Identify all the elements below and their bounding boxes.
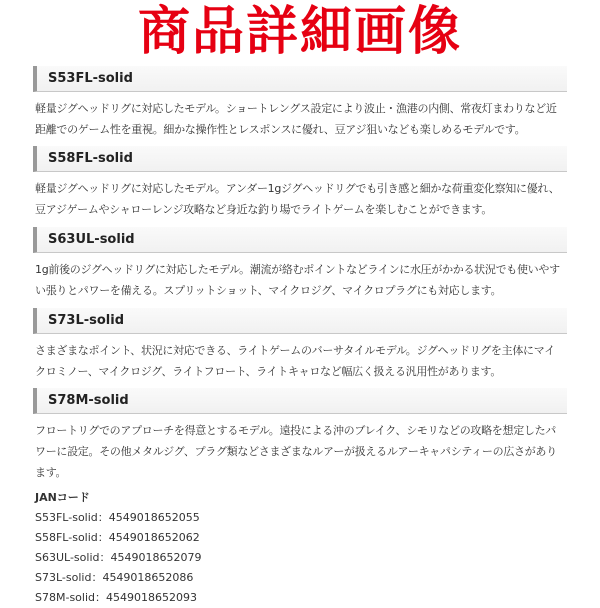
jan-code-row: S73L-solid：4549018652086 [35, 571, 194, 584]
model-description: さまざまなポイント、状況に対応できる、ライトゲームのバーサタイルモデル。ジグヘッドリグを主体にマイクロミノー、マイクロジグ、ライトフロート、ライトキャロなど幅広く扱える汎用性があります。 [35, 344, 555, 378]
model-heading: S63UL-solid [33, 227, 567, 253]
jan-code-row: S63UL-solid：4549018652079 [35, 551, 202, 564]
jan-code-list [35, 488, 565, 608]
jan-code-title: JANコード [35, 491, 90, 504]
model-heading: S58FL-solid [33, 146, 567, 172]
model-description: フロートリグでのアプローチを得意とするモデル。遠投による沖のブレイク、シモリなどの攻略を想定したパワーに設定。その他メタルジグ、プラグ類などさまざまなルアーが扱えるルアーキャパシティーの広さがあります。 [35, 424, 557, 479]
page-banner-title: 商品詳細画像 [137, 2, 462, 62]
model-heading: S78M-solid [33, 388, 567, 414]
model-heading: S73L-solid [33, 308, 567, 334]
model-description: 1g前後のジグヘッドリグに対応したモデル。潮流が絡むポイントなどラインに水圧がかかる状況でも使いやすい張りとパワーを備える。スプリットショット、マイクロジグ、マイクロプラグにも対応します。 [35, 263, 560, 297]
model-section-s73l [33, 308, 567, 382]
model-section-s63ul [33, 227, 567, 301]
model-description: 軽量ジグヘッドリグに対応したモデル。アンダー1gジグヘッドリグでも引き感と細かな荷重変化察知に優れ、豆アジゲームやシャローレンジ攻略など身近な釣り場でライトゲームを楽しむことができます。 [35, 182, 560, 216]
jan-code-row: S53FL-solid：4549018652055 [35, 511, 200, 524]
model-section-s58fl [33, 146, 567, 220]
model-section-s78m [33, 388, 567, 483]
model-description: 軽量ジグヘッドリグに対応したモデル。ショートレングス設定により波止・漁港の内側、常夜灯まわりなど近距離でのゲーム性を重視。細かな操作性とレスポンスに優れ、豆アジ狙いなども楽しめるモデルです。 [35, 102, 557, 136]
model-section-s53fl [33, 66, 567, 140]
model-heading: S53FL-solid [33, 66, 567, 92]
jan-code-row: S78M-solid：4549018652093 [35, 591, 197, 604]
jan-code-row: S58FL-solid：4549018652062 [35, 531, 200, 544]
